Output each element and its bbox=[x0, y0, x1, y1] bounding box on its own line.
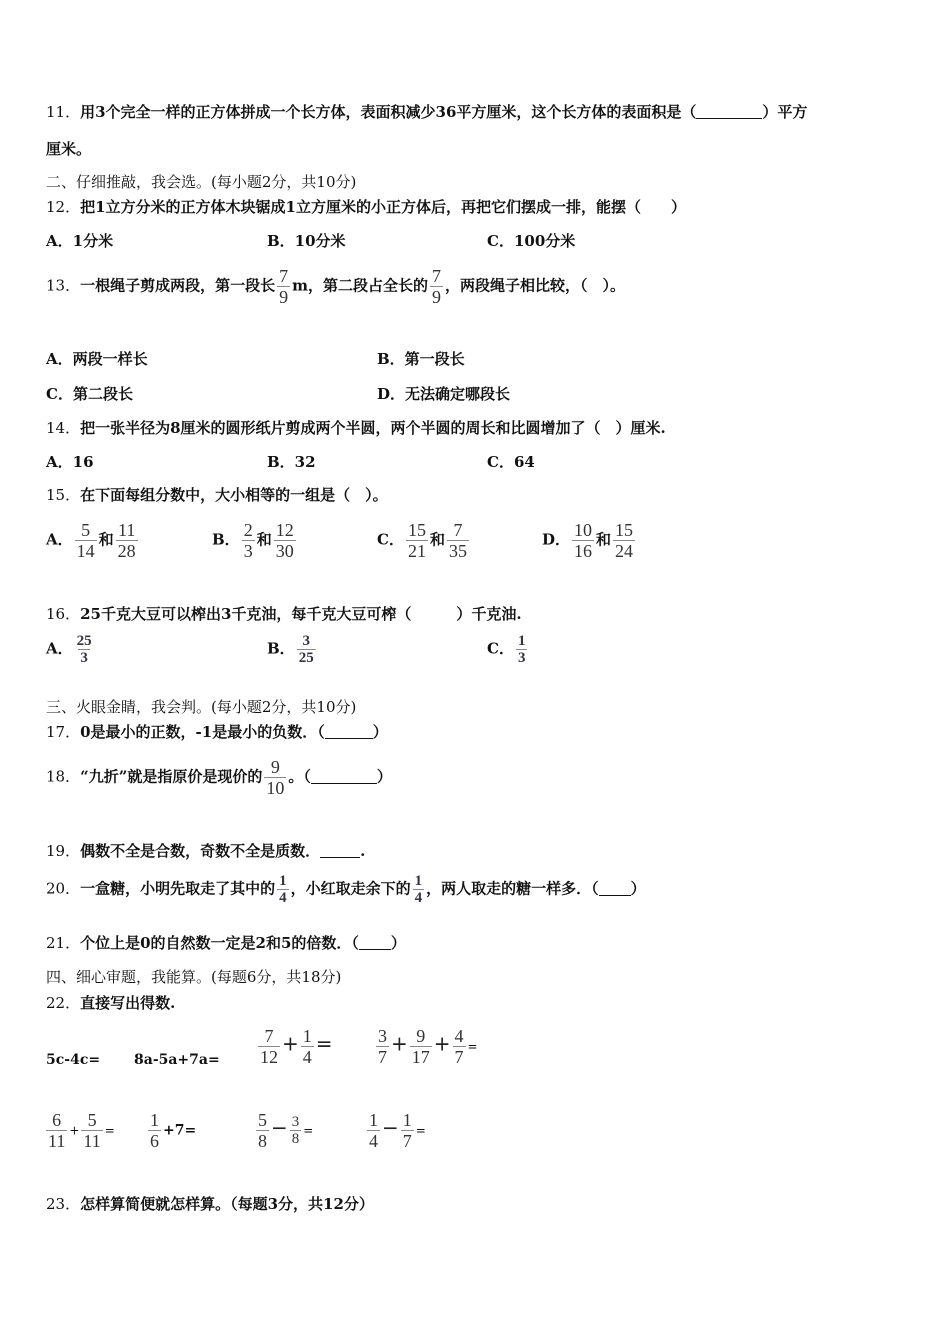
question-number: 15． bbox=[46, 486, 81, 504]
question-18: 18．“九折”就是指原价是现价的 $\frac{9}{10}$ 。（ ） bbox=[46, 757, 392, 798]
question-number: 17． bbox=[46, 723, 81, 741]
fraction: $\frac{7}{9}$ bbox=[279, 266, 289, 307]
q14-option-c[interactable]: C．64 bbox=[487, 453, 535, 471]
answer-blank[interactable] bbox=[359, 935, 391, 950]
fraction: $\frac{6}{11}$ bbox=[48, 1110, 66, 1151]
fraction: $\frac{10}{16}$ bbox=[574, 520, 593, 561]
q12-option-b[interactable]: B．10分米 bbox=[267, 232, 346, 250]
question-text: 用3个完全一样的正方体拼成一个长方体，表面积减少36平方厘米，这个长方体的表面积是（ bbox=[80, 103, 697, 121]
fraction: $\frac{12}{30}$ bbox=[275, 520, 294, 561]
question-16 bbox=[46, 604, 522, 624]
section-4-heading: 四、细心审题，我能算。(每题6分，共18分) bbox=[46, 968, 342, 986]
fraction: $\frac{3}{8}$ bbox=[291, 1114, 300, 1147]
section-3-heading: 三、火眼金睛，我会判。(每小题2分，共10分) bbox=[46, 698, 357, 716]
q15-option-c[interactable]: C． $\frac{15}{21}$ 和 $\frac{7}{35}$ bbox=[377, 520, 467, 561]
question-text: 把1立方分米的正方体木块锯成1立方厘米的小正方体后，再把它们摆成一排，能摆（ ） bbox=[80, 198, 686, 216]
question-text: 25千克大豆可以榨出3千克油，每千克大豆可榨（ ）千克油. bbox=[80, 605, 522, 623]
fraction: $\frac{1}{4}$ bbox=[279, 873, 287, 906]
fraction: $\frac{3}{25}$ bbox=[298, 633, 314, 666]
calc-item-7: $\frac{5}{8}$ − $\frac{3}{8}$ = bbox=[258, 1110, 314, 1151]
question-20: 20．一盒糖，小明先取走了其中的 $\frac{1}{4}$ ，小红取走余下的 $\frac{1}{4}$ ，两人取走的糖一样多．（ ） bbox=[46, 873, 646, 906]
fraction: $\frac{1}{6}$ bbox=[150, 1110, 159, 1151]
q12-option-a[interactable]: A．1分米 bbox=[46, 232, 114, 250]
question-text: 怎样算简便就怎样算。（每题3分，共12分） bbox=[80, 1195, 374, 1213]
question-number: 22． bbox=[46, 994, 81, 1012]
answer-blank[interactable] bbox=[325, 724, 373, 739]
q16-option-c[interactable]: C． $\frac{1}{3}$ bbox=[487, 633, 526, 666]
question-14 bbox=[46, 418, 666, 438]
answer-blank[interactable] bbox=[320, 843, 360, 858]
q13-option-a[interactable]: A．两段一样长 bbox=[46, 350, 148, 368]
calc-item-8: $\frac{1}{4}$ − $\frac{1}{7}$ = bbox=[369, 1110, 426, 1151]
fraction: $\frac{7}{12}$ bbox=[260, 1026, 278, 1067]
question-number: 14． bbox=[46, 419, 81, 437]
fraction: $\frac{15}{24}$ bbox=[615, 520, 634, 561]
fraction: $\frac{2}{3}$ bbox=[243, 520, 253, 561]
question-text: 一盒糖，小明先取走了其中的 bbox=[80, 879, 276, 898]
fraction: $\frac{15}{21}$ bbox=[407, 520, 426, 561]
q15-option-b[interactable]: B． $\frac{2}{3}$ 和 $\frac{12}{30}$ bbox=[212, 520, 294, 561]
calc-item-3: $\frac{7}{12}$ + $\frac{1}{4}$ = bbox=[260, 1026, 333, 1067]
fraction: $\frac{9}{17}$ bbox=[411, 1026, 430, 1067]
question-text: 直接写出得数. bbox=[80, 994, 176, 1012]
question-number: 16． bbox=[46, 605, 81, 623]
question-text-end: ）平方 bbox=[762, 103, 808, 121]
q15-option-a[interactable]: A． $\frac{5}{14}$ 和 $\frac{11}{28}$ bbox=[46, 520, 136, 561]
fraction: $\frac{1}{4}$ bbox=[369, 1110, 378, 1151]
question-22 bbox=[46, 993, 175, 1013]
question-19: 19．偶数不全是合数，奇数不全是质数． . bbox=[46, 842, 366, 860]
question-12 bbox=[46, 197, 686, 217]
question-11 bbox=[46, 102, 807, 122]
question-11-continued: 厘米。 bbox=[46, 140, 92, 158]
fraction: $\frac{5}{11}$ bbox=[83, 1110, 101, 1151]
fraction: $\frac{7}{35}$ bbox=[448, 520, 467, 561]
question-text: 把一张半径为8厘米的圆形纸片剪成两个半圆，两个半圆的周长和比圆增加了（ ）厘米. bbox=[80, 419, 666, 437]
q16-option-a[interactable]: A． $\frac{25}{3}$ bbox=[46, 633, 92, 666]
question-text: 在下面每组分数中，大小相等的一组是（ ）。 bbox=[80, 486, 388, 504]
fraction: $\frac{5}{8}$ bbox=[258, 1110, 267, 1151]
fraction: $\frac{3}{7}$ bbox=[378, 1026, 387, 1067]
question-15 bbox=[46, 485, 388, 505]
fraction: $\frac{9}{10}$ bbox=[266, 757, 285, 798]
calc-item-6: $\frac{1}{6}$ +7= bbox=[150, 1110, 197, 1151]
fraction: $\frac{5}{14}$ bbox=[76, 520, 95, 561]
question-21: 21．个位上是0的自然数一定是2和5的倍数．（ ） bbox=[46, 934, 406, 952]
question-text: 偶数不全是合数，奇数不全是质数． bbox=[80, 842, 321, 860]
question-13 bbox=[46, 266, 625, 307]
q13-option-d[interactable]: D．无法确定哪段长 bbox=[377, 385, 511, 403]
question-text: ，两段绳子相比较，（ ）。 bbox=[444, 276, 625, 295]
fraction: $\frac{7}{9}$ bbox=[431, 266, 441, 307]
answer-blank[interactable] bbox=[311, 769, 377, 784]
question-text: 0是最小的正数，-1是最小的负数．（ bbox=[80, 723, 325, 741]
question-number: 13． bbox=[46, 276, 81, 295]
question-number: 12． bbox=[46, 198, 81, 216]
fraction: $\frac{1}{3}$ bbox=[517, 633, 526, 666]
question-23 bbox=[46, 1194, 374, 1214]
q13-option-b[interactable]: B．第一段长 bbox=[377, 350, 465, 368]
question-number: 19． bbox=[46, 842, 81, 860]
fraction: $\frac{1}{7}$ bbox=[402, 1110, 412, 1151]
fraction: $\frac{11}{28}$ bbox=[117, 520, 136, 561]
q13-option-c[interactable]: C．第二段长 bbox=[46, 385, 133, 403]
calc-item-1: 5c-4c= bbox=[46, 1052, 101, 1068]
section-2-heading: 二、仔细推敲，我会选。(每小题2分，共10分) bbox=[46, 173, 357, 191]
question-text: 个位上是0的自然数一定是2和5的倍数．（ bbox=[80, 934, 359, 952]
question-number: 11． bbox=[46, 103, 81, 121]
question-text: “九折”就是指原价是现价的 bbox=[80, 767, 263, 786]
fraction: $\frac{1}{4}$ bbox=[302, 1026, 312, 1067]
q14-option-a[interactable]: A．16 bbox=[46, 453, 94, 471]
calc-item-2: 8a-5a+7a= bbox=[134, 1052, 220, 1068]
question-17: 17．0是最小的正数，-1是最小的负数．（ ） bbox=[46, 723, 388, 741]
calc-item-4: $\frac{3}{7}$ + $\frac{9}{17}$ + $\frac{4}{7}$ = bbox=[378, 1026, 478, 1067]
q15-option-d[interactable]: D． $\frac{10}{16}$ 和 $\frac{15}{24}$ bbox=[542, 520, 634, 561]
q16-option-b[interactable]: B． $\frac{3}{25}$ bbox=[267, 633, 314, 666]
answer-blank[interactable] bbox=[599, 881, 631, 896]
question-number: 18． bbox=[46, 767, 81, 786]
fraction: $\frac{4}{7}$ bbox=[454, 1026, 464, 1067]
question-text: m，第二段占全长的 bbox=[292, 276, 428, 295]
question-number: 23． bbox=[46, 1195, 81, 1213]
calc-item-5: $\frac{6}{11}$ + $\frac{5}{11}$ = bbox=[48, 1110, 115, 1151]
answer-blank[interactable] bbox=[696, 104, 762, 119]
q14-option-b[interactable]: B．32 bbox=[267, 453, 316, 471]
question-text: 一根绳子剪成两段，第一段长 bbox=[80, 276, 276, 295]
question-number: 21． bbox=[46, 934, 81, 952]
fraction: $\frac{25}{3}$ bbox=[76, 633, 92, 666]
question-number: 20． bbox=[46, 879, 81, 898]
fraction: $\frac{1}{4}$ bbox=[414, 873, 423, 906]
q12-option-c[interactable]: C．100分米 bbox=[487, 232, 576, 250]
